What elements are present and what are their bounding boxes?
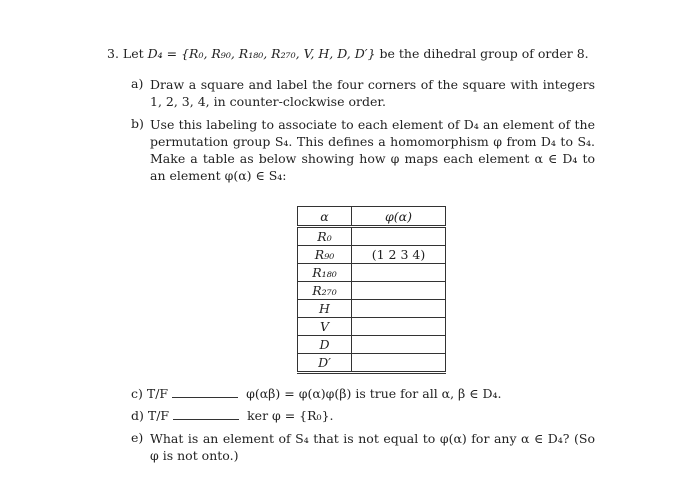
problem-intro-pre: Let [122,46,148,61]
table-cell-image[interactable] [352,282,446,300]
problem-number: 3. [107,46,119,61]
part-a-label: a) [131,76,144,91]
table-cell-image[interactable] [352,336,446,354]
table-cell-image[interactable] [352,318,446,336]
part-d-label: d) [131,408,144,423]
table-header-phi-alpha: φ(α) [352,207,446,227]
part-d-statement: ker φ = {R₀}. [247,408,334,423]
part-d [131,408,334,424]
part-e-text: What is an element of S₄ that is not equal to φ(α) for any α ∈ D₄? (So φ is not onto.) [150,431,595,463]
table-cell-element: R₀ [298,227,352,246]
table-row [298,354,446,373]
table-cell-image[interactable] [352,300,446,318]
table-cell-image[interactable] [352,264,446,282]
problem-statement [107,46,589,62]
table-cell-image[interactable] [352,354,446,373]
part-c-label: c) [131,386,143,401]
table-row [298,336,446,354]
table-row [298,318,446,336]
part-c-tf: T/F [146,386,169,401]
part-c-answer-blank[interactable] [172,386,238,398]
table-cell-element: V [298,318,352,336]
table-cell-element: D [298,336,352,354]
table-row [298,300,446,318]
part-c [131,386,502,402]
part-d-answer-blank[interactable] [173,408,239,420]
table-header-row [298,207,446,227]
part-e-label: e) [131,430,144,445]
part-d-tf: T/F [147,408,170,423]
homomorphism-table [297,206,446,374]
table-cell-element: H [298,300,352,318]
table-cell-element: R₂₇₀ [298,282,352,300]
table-row [298,264,446,282]
part-b-label: b) [131,116,144,131]
part-b-text: Use this labeling to associate to each element of D₄ an element of the permutation group S₄. This defines a homomorphism φ from D₄ to S₄. Make a table as below showing how φ maps each element α ∈ D₄ to an element φ(α) ∈ S₄: [150,117,595,183]
problem-intro-post: be the dihedral group of order 8. [375,46,589,61]
table-cell-element: D′ [298,354,352,373]
table-row [298,246,446,264]
table-cell-element: R₁₈₀ [298,264,352,282]
table-cell-image[interactable]: (1 2 3 4) [352,246,446,264]
dihedral-group-set: D₄ = {R₀, R₉₀, R₁₈₀, R₂₇₀, V, H, D, D′} [147,46,376,61]
part-c-statement: φ(αβ) = φ(α)φ(β) is true for all α, β ∈ D₄. [246,386,502,401]
table-row [298,227,446,246]
part-a-text: Draw a square and label the four corners of the square with integers 1, 2, 3, 4, in counter-clockwise order. [150,77,595,109]
table-cell-element: R₉₀ [298,246,352,264]
table-row [298,282,446,300]
table-cell-image[interactable] [352,227,446,246]
table-header-alpha: α [298,207,352,227]
